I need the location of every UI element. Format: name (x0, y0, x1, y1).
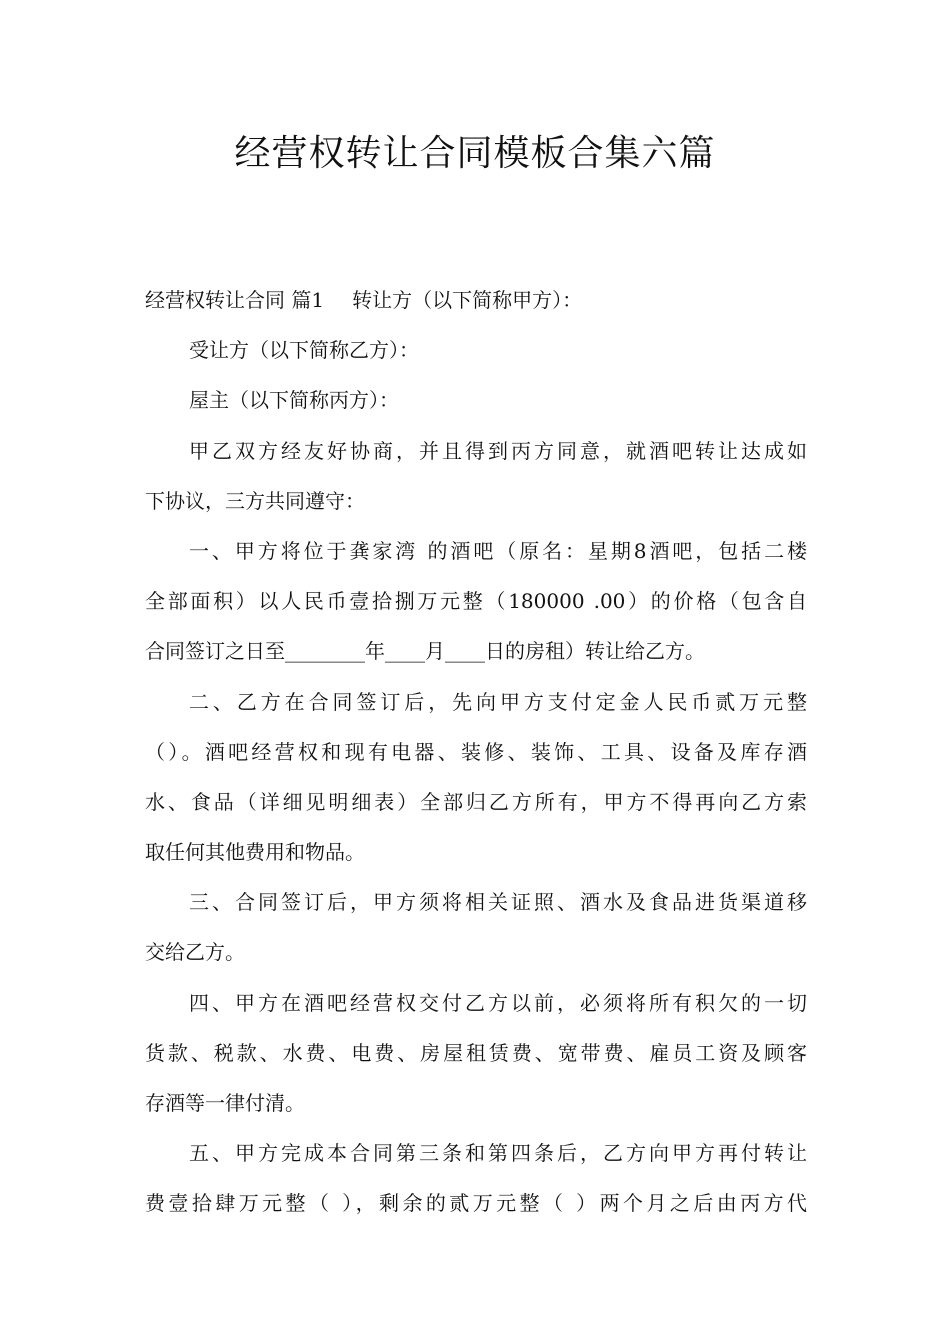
paragraph-line: 取任何其他费用和物品。 (145, 840, 365, 865)
paragraph-line (145, 275, 807, 325)
paragraph-line: 二、乙方在合同签订后，先向甲方支付定金人民币贰万元整 (189, 689, 807, 714)
paragraph-line: 费壹拾肆万元整（ ），剩余的贰万元整（ ）两个月之后由丙方代 (145, 1191, 807, 1216)
paragraph-line: 屋主（以下简称丙方）： (189, 388, 399, 413)
paragraph-line: 存酒等一律付清。 (145, 1091, 305, 1115)
paragraph-line: 四、甲方在酒吧经营权交付乙方以前，必须将所有积欠的一切 (189, 990, 807, 1015)
paragraph-line: 下协议，三方共同遵守： (145, 488, 365, 513)
contract-heading: 经营权转让合同 篇1 (145, 288, 325, 312)
paragraph-line: 三、合同签订后，甲方须将相关证照、酒水及食品进货渠道移 (189, 890, 807, 915)
document-title: 经营权转让合同模板合集六篇 (234, 133, 716, 174)
paragraph-line: 五、甲方完成本合同第三条和第四条后，乙方向甲方再付转让 (189, 1141, 807, 1166)
paragraph-line: 货款、税款、水费、电费、房屋租赁费、宽带费、雇员工资及顾客 (145, 1040, 807, 1065)
paragraph-line: 合同签订之日至________年____月____日的房租）转让给乙方。 (145, 639, 705, 664)
document-body (145, 275, 807, 1229)
paragraph-line: （）。酒吧经营权和现有电器、装修、装饰、工具、设备及库存酒 (145, 739, 807, 764)
paragraph-line: 交给乙方。 (145, 940, 245, 965)
paragraph-line: 受让方（以下简称乙方）： (189, 338, 419, 363)
paragraph-line: 水、食品（详细见明细表）全部归乙方所有，甲方不得再向乙方索 (145, 789, 807, 814)
transferor-label: 转让方（以下简称甲方）： (352, 288, 583, 312)
paragraph-line: 一、甲方将位于龚家湾 的酒吧（原名：星期8酒吧，包括二楼 (189, 538, 807, 563)
paragraph-line: 甲乙双方经友好协商，并且得到丙方同意，就酒吧转让达成如 (189, 438, 807, 463)
paragraph-line: 全部面积）以人民币壹拾捌万元整（180000 .00）的价格（包含自 (145, 589, 807, 614)
